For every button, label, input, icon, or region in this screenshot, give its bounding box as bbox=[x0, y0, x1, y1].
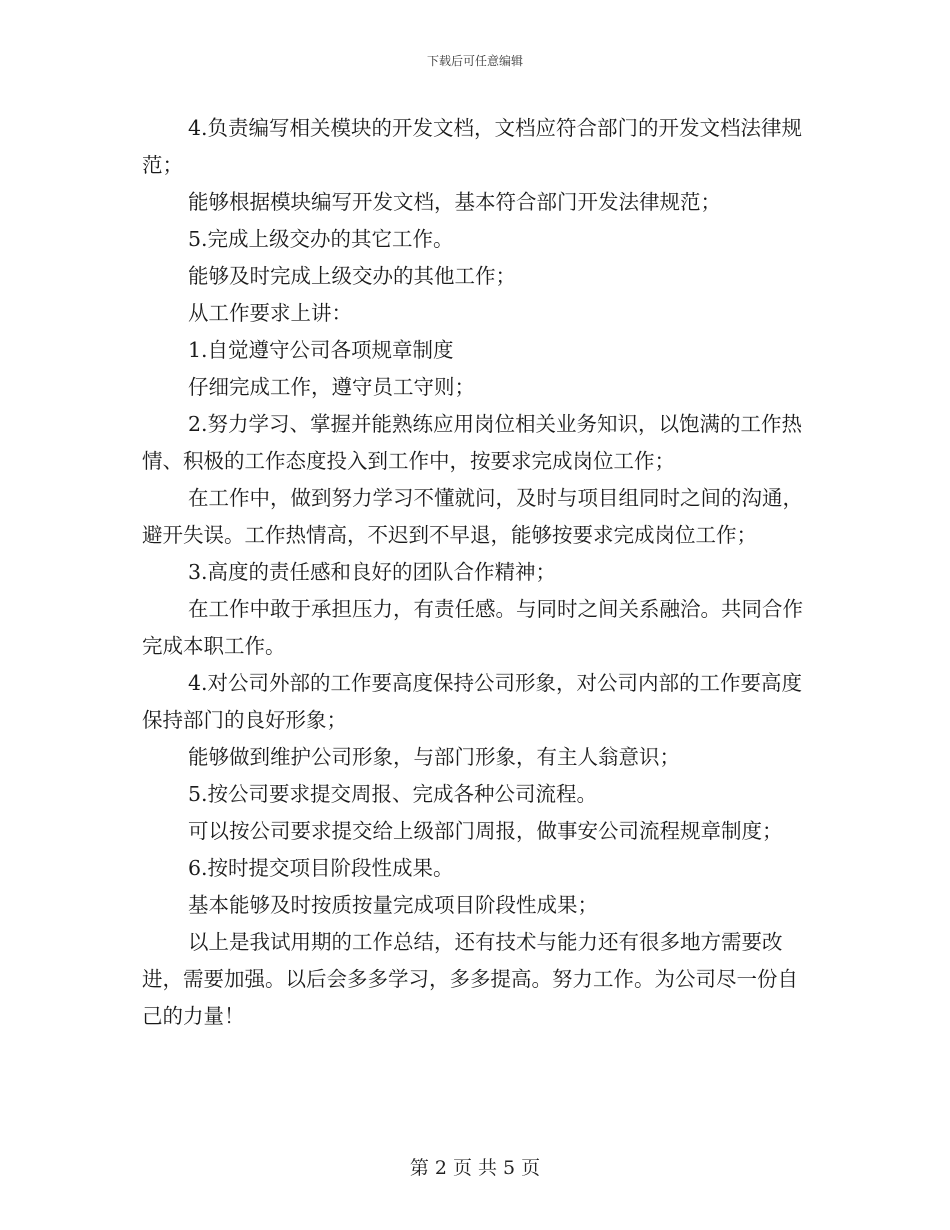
page-header: 下载后可任意编辑 bbox=[426, 54, 523, 68]
page-footer: 第 2 页 共 5 页 bbox=[409, 1157, 541, 1179]
paragraph-15: 可以按公司要求提交给上级部门周报，做事安公司流程规章制度； bbox=[188, 819, 783, 843]
paragraph-11: 在工作中敢于承担压力，有责任感。与同时之间关系融洽。共同合作完成本职工作。 bbox=[142, 597, 803, 658]
paragraph-12: 4.对公司外部的工作要高度保持公司形象，对公司内部的工作要高度保持部门的良好形象； bbox=[142, 671, 803, 732]
paragraph-17: 基本能够及时按质按量完成项目阶段性成果； bbox=[188, 893, 598, 917]
paragraph-4: 能够及时完成上级交办的其他工作； bbox=[188, 264, 516, 288]
paragraph-9: 在工作中，做到努力学习不懂就问，及时与项目组同时之间的沟通，避开失误。工作热情高，不迟到不早退，能够按要求完成岗位工作； bbox=[142, 486, 803, 547]
document-body bbox=[142, 110, 810, 1035]
paragraph-16: 6.按时提交项目阶段性成果。 bbox=[188, 856, 454, 880]
paragraph-10: 3.高度的责任感和良好的团队合作精神； bbox=[188, 560, 557, 584]
paragraph-5: 从工作要求上讲： bbox=[188, 301, 352, 325]
paragraph-1: 4.负责编写相关模块的开发文档，文档应符合部门的开发文档法律规范； bbox=[142, 116, 803, 177]
paragraph-13: 能够做到维护公司形象，与部门形象，有主人翁意识； bbox=[188, 745, 680, 769]
paragraph-14: 5.按公司要求提交周报、完成各种公司流程。 bbox=[188, 782, 598, 806]
paragraph-7: 仔细完成工作，遵守员工守则； bbox=[188, 375, 475, 399]
paragraph-18: 以上是我试用期的工作总结，还有技术与能力还有很多地方需要改进，需要加强。以后会多多学习，多多提高。努力工作。为公司尽一份自己的力量！ bbox=[142, 930, 798, 1028]
paragraph-3: 5.完成上级交办的其它工作。 bbox=[188, 227, 454, 251]
paragraph-2: 能够根据模块编写开发文档，基本符合部门开发法律规范； bbox=[188, 190, 721, 214]
paragraph-6: 1.自觉遵守公司各项规章制度 bbox=[188, 338, 454, 362]
paragraph-8: 2.努力学习、掌握并能熟练应用岗位相关业务知识，以饱满的工作热情、积极的工作态度投入到工作中，按要求完成岗位工作； bbox=[142, 412, 803, 473]
